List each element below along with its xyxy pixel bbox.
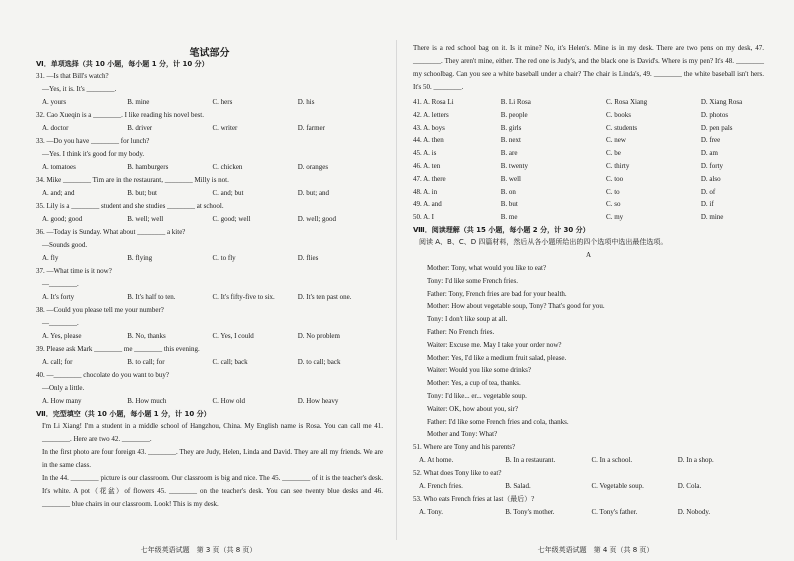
option: D. if	[700, 200, 714, 209]
option: D. How heavy	[297, 397, 339, 405]
option: D. well; good	[297, 215, 337, 223]
dialog-line: Mother and Tony: What?	[427, 430, 498, 439]
cloze-option-row	[413, 160, 764, 173]
question-stem: 40. —________ chocolate do you want to buy?	[36, 371, 169, 379]
option: C. to	[606, 187, 620, 196]
option-row	[36, 213, 383, 226]
dialog	[413, 262, 764, 441]
option: C. chicken	[212, 163, 243, 171]
reading-questions	[413, 441, 764, 519]
multiple-choice-list	[36, 70, 383, 408]
option: C. Yes, I could	[212, 332, 254, 340]
dialog-line: Waiter: Would you like some drinks?	[427, 366, 531, 375]
option: B. next	[500, 136, 521, 145]
option: D. of	[700, 187, 716, 196]
cloze-option-row	[413, 109, 764, 122]
dialog-line: Mother: How about vegetable soup, Tony? That's good for you.	[427, 302, 605, 311]
question-line: —Only a little.	[42, 384, 85, 392]
cloze-option-row	[413, 211, 764, 224]
option: C. call; back	[212, 358, 248, 366]
option: D. photos	[700, 110, 729, 119]
option: B. but	[500, 200, 518, 209]
option: B. In a restaurant.	[505, 456, 556, 465]
option: C. How old	[212, 397, 245, 405]
dialog-line: Waiter: OK, how about you, sir?	[427, 404, 518, 413]
option: 49. A. and	[413, 200, 442, 209]
option: D. It's ten past one.	[297, 293, 352, 301]
question-line: —________.	[42, 319, 79, 327]
page-footer: 七年级英语试题 第 4 页（共 8 页）	[537, 546, 654, 554]
option-row	[36, 187, 383, 200]
cloze-paragraph: There is a red school bag on it. Is it mine? No, it's Helen's. Mine is in my desk. There are two pens on my desk, 47. ________. They aren't mine, either. The red one is Judy's, and the black one is David's. Where is my pen? It's 48. ________ my schoolbag. Can you see a white baseball under a chair? The chair is Linda's, 49. ________ the white baseball isn't hers. It's 50. ________.	[413, 44, 764, 91]
cloze-option-row	[413, 122, 764, 135]
option: A. Tony.	[419, 508, 444, 517]
cloze-paragraph: In the 44. ________ picture is our classroom. Our classroom is big and nice. The 45. ________ of it is the teacher's desk. It's white. A pot（花盆）of flowers 45. ________ on the teacher's desk. You can see twenty blue desks and 46. ________ blue chairs in our classroom. Look! This is my desk.	[42, 474, 383, 508]
dialog-line: Father: I'd like some French fries and cola, thanks.	[427, 417, 569, 426]
option: B. hamburgers	[127, 163, 169, 171]
option: 48. A. in	[413, 187, 438, 196]
question-stem: 34. Mike ________ Tim are in the restaurant, ________ Milly is not.	[36, 176, 229, 184]
option: 47. A. there	[413, 174, 446, 183]
option-row	[36, 395, 383, 408]
option: B. flying	[127, 254, 153, 262]
option-row	[413, 480, 764, 493]
option: B. driver	[127, 124, 153, 132]
option-row	[36, 291, 383, 304]
option: B. me	[500, 213, 518, 222]
option: B. to call; for	[127, 358, 165, 366]
option: B. It's half to ten.	[127, 293, 176, 301]
option: B. How much	[127, 397, 167, 405]
question-stem: 52. What does Tony like to eat?	[413, 469, 502, 478]
option: C. Rosa Xiang	[606, 98, 648, 106]
dialog-line: Mother: Yes, I'd like a medium fruit salad, please.	[427, 353, 567, 362]
option: C. too	[606, 174, 624, 183]
question-line: —________.	[42, 280, 79, 288]
option: D. his	[297, 98, 315, 106]
option: C. Vegetable soup.	[591, 482, 644, 491]
option: A. good; good	[42, 215, 83, 223]
cloze-option-row	[413, 186, 764, 199]
option: 50. A. I	[413, 213, 434, 222]
option-row	[36, 161, 383, 174]
option: C. thirty	[606, 161, 630, 170]
option: C. my	[606, 213, 624, 222]
option: D. forty	[700, 161, 723, 170]
option: D. flies	[297, 254, 319, 262]
option: B. well	[500, 174, 521, 183]
option: C. writer	[212, 124, 238, 132]
option-row	[413, 506, 764, 519]
right-page	[397, 0, 794, 561]
option: D. oranges	[297, 163, 329, 171]
option: D. am	[700, 149, 718, 158]
option: B. well; well	[127, 215, 164, 223]
option: C. good; well	[212, 215, 251, 223]
option: D. farmer	[297, 124, 325, 132]
option: A. tomatoes	[42, 163, 76, 171]
option: D. mine	[700, 213, 724, 222]
option: D. free	[700, 136, 721, 145]
option: B. girls	[500, 123, 522, 132]
option: D. to call; back	[297, 358, 341, 366]
option: D. also	[700, 174, 721, 183]
question-stem: 38. —Could you please tell me your number?	[36, 306, 164, 314]
option: B. Li Rosa	[500, 98, 531, 106]
option-row	[36, 122, 383, 135]
option: C. students	[606, 123, 638, 132]
option-row	[36, 96, 383, 109]
dialog-line: Father: Tony, French fries are bad for your health.	[427, 289, 567, 298]
option: B. Tony's mother.	[505, 508, 555, 517]
dialog-line: Mother: Tony, what would you like to eat?	[427, 263, 547, 272]
option-row	[413, 454, 764, 467]
option: A. At home.	[419, 456, 454, 465]
option: C. new	[606, 136, 626, 145]
question-stem: 35. Lily is a ________ student and she studies ________ at school.	[36, 202, 224, 210]
section-heading-reading: Ⅷ．阅读理解（共 15 小题，每小题 2 分，计 30 分）	[413, 225, 590, 234]
cloze-option-row	[413, 147, 764, 160]
option: D. pen pals	[700, 123, 733, 132]
option: C. be	[606, 149, 621, 158]
option: D. No problem	[297, 332, 340, 340]
option: 43. A. boys	[413, 123, 445, 132]
question-stem: 53. Who eats French fries at last（最后）?	[413, 495, 535, 504]
option-row	[36, 356, 383, 369]
option: B. Salad.	[505, 482, 531, 491]
reading-instructions: 阅读 A、B、C、D 四篇材料，然后从各小题所给出的四个选项中选出最佳选项。	[419, 237, 668, 246]
option: D. but; and	[297, 189, 330, 197]
option: C. so	[606, 200, 621, 209]
dialog-line: Mother: Yes, a cup of tea, thanks.	[427, 379, 521, 388]
option: B. twenty	[500, 161, 528, 170]
option: C. to fly	[212, 254, 236, 262]
option: 44. A. then	[413, 136, 444, 145]
option: D. Cola.	[677, 482, 702, 491]
cloze-option-row	[413, 134, 764, 147]
cloze-paragraph: In the first photo are four foreign 43. ________. They are Judy, Helen, Linda and David. They are all my friends. We are in the same class.	[42, 448, 383, 469]
question-stem: 32. Cao Xueqin is a ________. I like reading his novel best.	[36, 111, 204, 119]
option-row	[36, 330, 383, 343]
question-stem: 33. —Do you have ________ for lunch?	[36, 137, 150, 145]
question-stem: 37. —What time is it now?	[36, 267, 112, 275]
option: A. fly	[42, 254, 59, 262]
cloze-options-list	[413, 96, 764, 224]
option: D. In a shop.	[677, 456, 714, 465]
option: 42. A. letters	[413, 110, 449, 119]
option: 41. A. Rosa Li	[413, 98, 454, 106]
section-title: 笔试部分	[189, 48, 230, 59]
option: C. It's fifty-five to six.	[212, 293, 275, 301]
option: D. Nobody.	[677, 508, 711, 517]
option: B. No, thanks	[127, 332, 166, 340]
option: 45. A. is	[413, 149, 437, 158]
page-footer: 七年级英语试题 第 3 页（共 8 页）	[140, 546, 257, 554]
option: A. French fries.	[419, 482, 463, 491]
option: C. In a school.	[591, 456, 633, 465]
option: C. hers	[212, 98, 233, 106]
option: A. doctor	[42, 124, 69, 132]
dialog-line: Tony: I'd like... er... vegetable soup.	[427, 391, 527, 400]
question-line: —Yes. I think it's good for my body.	[42, 150, 145, 158]
question-stem: 31. —Is that Bill's watch?	[36, 72, 109, 80]
option: 46. A. ten	[413, 161, 441, 170]
option: A. Yes, please	[42, 332, 82, 340]
option: C. Tony's father.	[591, 508, 638, 517]
option: B. are	[500, 149, 518, 158]
dialog-line: Tony: I don't like soup at all.	[427, 315, 508, 324]
question-line: —Sounds good.	[42, 241, 88, 249]
section-heading-single-choice: Ⅵ．单项选择（共 10 小题，每小题 1 分，计 10 分）	[36, 60, 209, 68]
option: B. on	[500, 187, 516, 196]
dialog-line: Waiter: Excuse me. May I take your order now?	[427, 340, 562, 349]
question-stem: 36. —Today is Sunday. What about ________ a kite?	[36, 228, 186, 236]
option: B. mine	[127, 98, 150, 106]
option: A. How many	[42, 397, 82, 405]
option: B. but; but	[127, 189, 158, 197]
dialog-line: Tony: I'd like some French fries.	[427, 276, 518, 285]
option: C. books	[606, 110, 631, 119]
option: A. yours	[42, 98, 67, 106]
option: B. people	[500, 110, 528, 119]
passage-label: A	[585, 250, 592, 259]
option: A. call; for	[42, 358, 73, 366]
cloze-option-row	[413, 173, 764, 186]
cloze-paragraph: I'm Li Xiang! I'm a student in a middle school of Hangzhou, China. My English name is Rosa. You can call me 41. ________. Here are two 42. ________.	[42, 422, 383, 443]
option: C. and; but	[212, 189, 244, 197]
option-row	[36, 252, 383, 265]
cloze-option-row	[413, 198, 764, 211]
option: D. Xiang Rosa	[700, 98, 743, 106]
question-stem: 39. Please ask Mark ________ me ________ this evening.	[36, 345, 200, 353]
cloze-option-row	[413, 96, 764, 109]
option: A. and; and	[42, 189, 75, 197]
section-heading-cloze: Ⅶ．完型填空（共 10 小题，每小题 1 分，计 10 分）	[36, 410, 211, 418]
question-line: —Yes, it is. It's ________.	[42, 85, 117, 93]
dialog-line: Father: No French fries.	[427, 327, 495, 336]
option: A. It's forty	[42, 293, 75, 301]
question-stem: 51. Where are Tony and his parents?	[413, 443, 516, 452]
